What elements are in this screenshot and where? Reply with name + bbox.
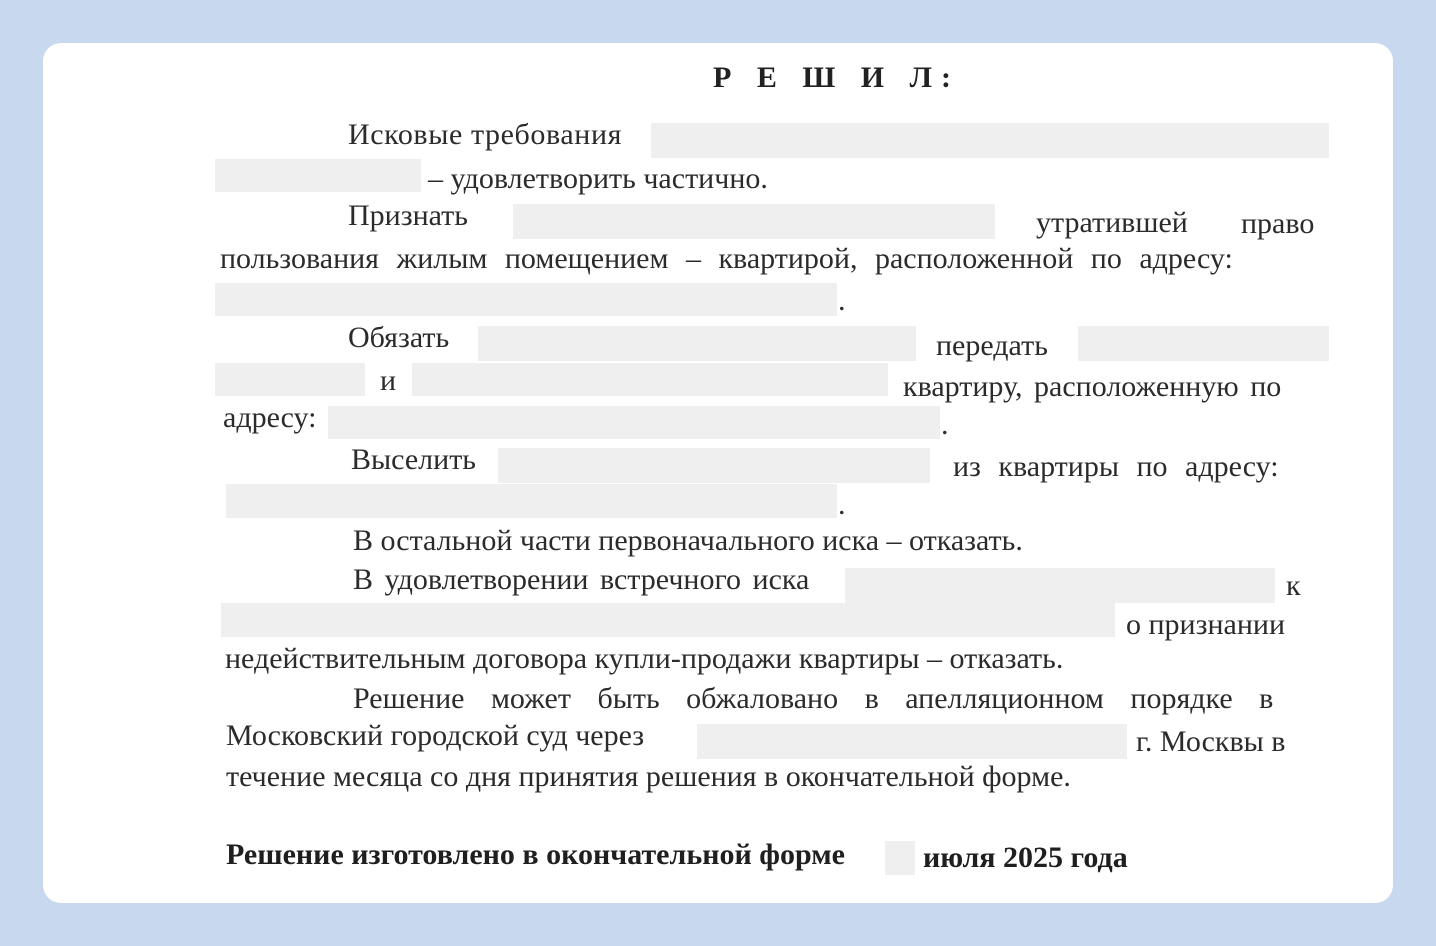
text-line: Признать bbox=[348, 199, 468, 232]
text-line: . bbox=[838, 284, 846, 317]
redacted-block bbox=[1078, 326, 1329, 361]
redacted-block bbox=[215, 159, 421, 192]
text-line: Решение может быть обжаловано в апелляционном порядке в bbox=[353, 682, 1274, 715]
text-line: Обязать bbox=[348, 321, 450, 354]
redacted-block bbox=[478, 326, 916, 361]
document-card bbox=[43, 43, 1393, 903]
text-line: В удовлетворении встречного иска bbox=[353, 563, 810, 596]
text-line: о признании bbox=[1126, 608, 1285, 641]
text-line: к bbox=[1286, 569, 1301, 602]
text-line: адресу: bbox=[223, 401, 317, 434]
text-line: недействительным договора купли-продажи квартиры – отказать. bbox=[225, 642, 1064, 675]
redacted-block bbox=[651, 123, 1329, 158]
redacted-block bbox=[215, 363, 365, 396]
redacted-block bbox=[498, 448, 930, 483]
text-line: передать bbox=[936, 329, 1048, 362]
decision-date-month-year: июля 2025 года bbox=[923, 841, 1128, 874]
redacted-date bbox=[885, 841, 915, 875]
redacted-block bbox=[412, 363, 888, 396]
text-line: . bbox=[941, 408, 949, 441]
text-line: . bbox=[838, 488, 846, 521]
text-line: пользования жилым помещением – квартирой, расположенной по адресу: bbox=[220, 242, 1233, 275]
decision-heading: Р Е Ш И Л: bbox=[713, 61, 960, 94]
text-line: течение месяца со дня принятия решения в окончательной форме. bbox=[226, 760, 1071, 793]
redacted-block bbox=[697, 724, 1127, 759]
text-line: квартиру, расположенную по bbox=[903, 370, 1282, 403]
text-line: из квартиры по адресу: bbox=[953, 450, 1279, 483]
text-line: Исковые требования bbox=[348, 118, 623, 151]
text-line: Выселить bbox=[351, 443, 476, 476]
redacted-block bbox=[513, 204, 995, 239]
text-line: Московский городской суд через bbox=[226, 719, 645, 752]
redacted-block bbox=[845, 568, 1275, 603]
text-line: – удовлетворить частично. bbox=[428, 162, 768, 195]
redacted-block bbox=[328, 406, 940, 439]
text-line: В остальной части первоначального иска – отказать. bbox=[353, 524, 1023, 557]
decision-date-label: Решение изготовлено в окончательной форме bbox=[226, 838, 845, 871]
text-line: утратившей bbox=[1036, 206, 1188, 239]
text-line: право bbox=[1241, 207, 1315, 240]
redacted-block bbox=[221, 603, 1115, 637]
redacted-block bbox=[215, 283, 837, 316]
text-line: и bbox=[380, 364, 397, 397]
text-line: г. Москвы в bbox=[1136, 725, 1286, 758]
redacted-block bbox=[226, 484, 837, 518]
court-decision-scan bbox=[43, 43, 1393, 903]
